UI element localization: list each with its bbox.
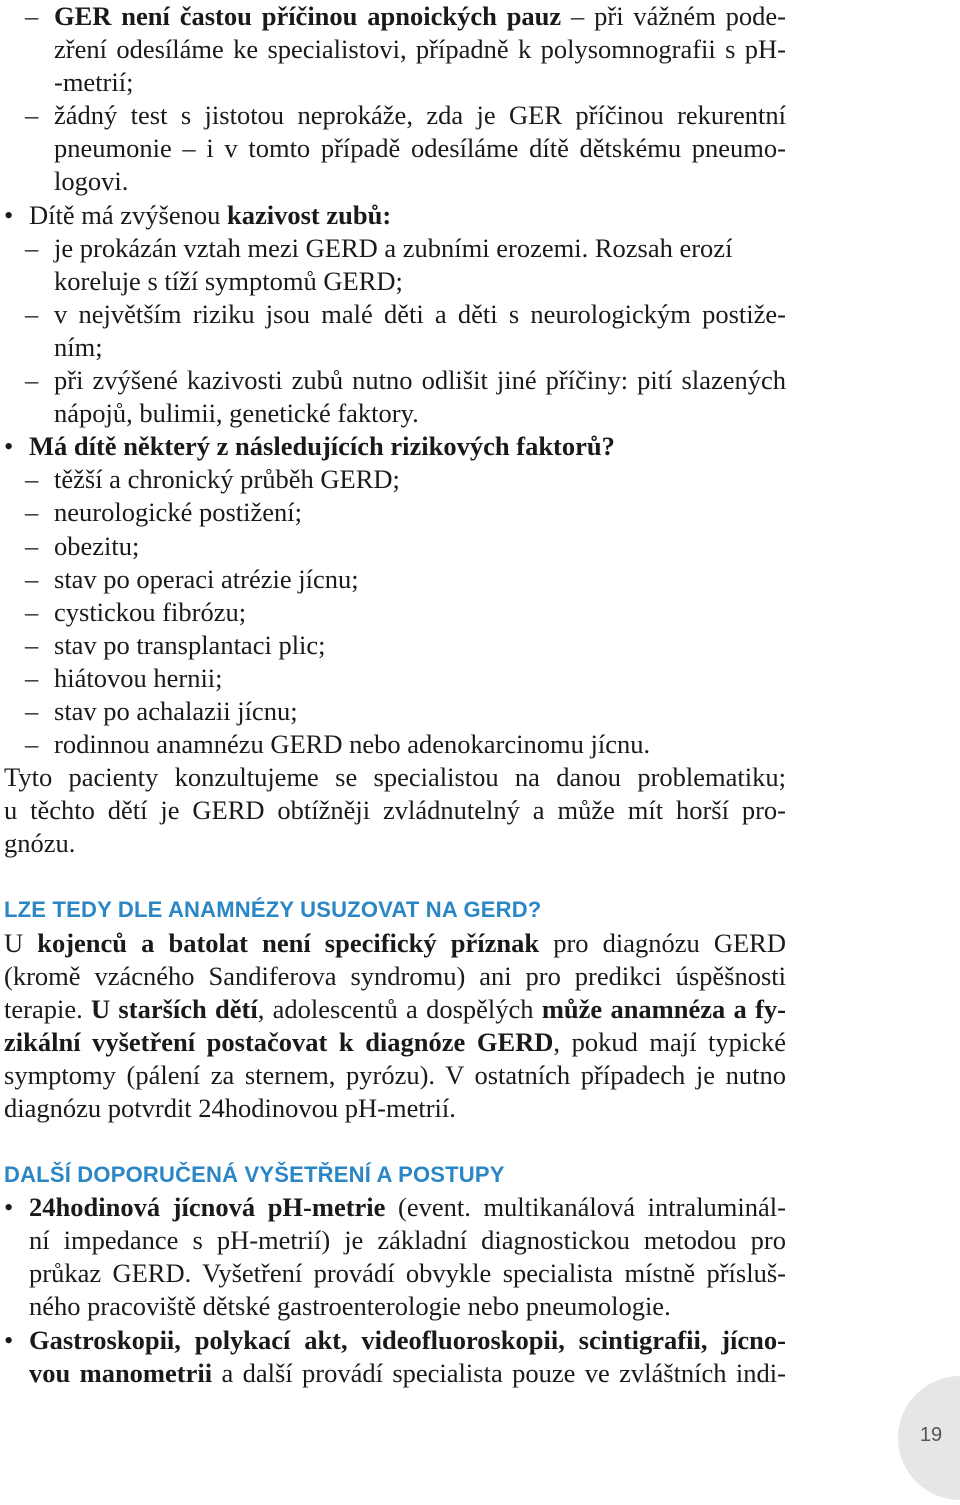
line-text: [54, 66, 786, 99]
dash-marker: –: [25, 563, 39, 594]
line-text: [54, 331, 786, 364]
section-heading: LZE TEDY DLE ANAMNÉZY USUZOVAT NA GERD?: [4, 897, 542, 923]
text-line: [4, 629, 786, 662]
line-text: [54, 0, 786, 33]
text-line: [4, 33, 786, 66]
page-number: 19: [919, 1424, 943, 1446]
text-run: těžší a chronický průběh GERD;: [54, 464, 400, 495]
text-line: [4, 430, 786, 463]
text-line: [4, 927, 786, 960]
text-line: [4, 1357, 786, 1390]
line-text: [54, 397, 786, 430]
document-body: [4, 0, 786, 1390]
text-line: [4, 165, 786, 198]
text-line: [4, 728, 786, 761]
text-run: pneumonie – i v tomto případě odesíláme dítě dětskému pneumo-: [54, 133, 786, 164]
text-run: (event. multikanálová intraluminál-: [385, 1192, 786, 1223]
text-run: koreluje s tíží symptomů GERD;: [54, 265, 403, 296]
dash-marker: –: [25, 497, 39, 528]
text-run: zření odesíláme ke specialistovi, případně k polysomnografii s pH-: [54, 34, 786, 65]
line-text: [54, 132, 786, 165]
text-line: [4, 364, 786, 397]
text-run: , adolescentů a dospělých: [257, 993, 542, 1024]
text-line: [4, 397, 786, 430]
line-text: [54, 563, 786, 596]
line-text: [54, 265, 786, 298]
text-run: nápojů, bulimii, genetické faktory.: [54, 398, 419, 429]
line-text: [54, 596, 786, 629]
text-run: žádný test s jistotou neprokáže, zda je GER příčinou rekurentní: [54, 100, 786, 131]
dash-marker: –: [25, 596, 39, 627]
bullet-marker: •: [4, 431, 14, 462]
dash-marker: –: [25, 530, 39, 561]
text-run: ním;: [54, 331, 103, 362]
text-line: [4, 66, 786, 99]
line-text: [54, 530, 786, 563]
text-line: [4, 99, 786, 132]
text-line: [4, 596, 786, 629]
text-run: stav po operaci atrézie jícnu;: [54, 563, 359, 594]
text-run: a další provádí specialista pouze ve zvláštních indi-: [212, 1357, 786, 1388]
line-text: [29, 1290, 786, 1323]
text-run: ní impedance s pH-metrií) je základní diagnostickou metodou pro: [29, 1225, 786, 1256]
bold-text: kazivost zubů:: [226, 199, 392, 230]
text-line: [4, 761, 786, 794]
text-run: U: [4, 927, 38, 958]
text-line: [4, 232, 786, 265]
dash-marker: –: [25, 695, 39, 726]
line-text: [29, 1357, 786, 1390]
line-text: [54, 695, 786, 728]
text-line: [4, 827, 786, 860]
line-text: [54, 629, 786, 662]
text-run: , pokud mají typické: [553, 1026, 786, 1057]
text-line: [4, 563, 786, 596]
line-text: [4, 960, 786, 993]
text-line: [4, 199, 786, 232]
text-line: [4, 1290, 786, 1323]
text-line: [4, 265, 786, 298]
dash-marker: –: [25, 1, 39, 31]
text-run: – při vážném pode-: [561, 1, 786, 31]
text-run: obezitu;: [54, 530, 140, 561]
text-line: [4, 960, 786, 993]
dash-marker: –: [25, 365, 39, 396]
text-run: je prokázán vztah mezi GERD a zubními erozemi. Rozsah erozí: [54, 232, 733, 263]
text-run: u těchto dětí je GERD obtížněji zvládnutelný a může mít horší pro-: [4, 795, 786, 826]
text-run: Dítě má zvýšenou: [29, 199, 227, 230]
dash-marker: –: [25, 100, 39, 131]
text-run: pro diagnózu GERD: [539, 927, 786, 958]
text-run: Tyto pacienty konzultujeme se specialistou na danou problematiku;: [4, 762, 786, 793]
bullet-marker: •: [4, 1192, 14, 1223]
line-text: [54, 496, 786, 529]
text-run: (kromě vzácného Sandiferova syndromu) ani pro predikci úspěšnosti: [4, 960, 786, 991]
text-run: gnózu.: [4, 828, 76, 859]
text-line: [4, 1026, 786, 1059]
bold-text: vou manometrii: [29, 1357, 213, 1388]
bold-text: zikální vyšetření postačovat k diagnóze GERD: [4, 1026, 554, 1057]
text-run: ného pracoviště dětské gastroenterologie nebo pneumologie.: [29, 1291, 671, 1322]
line-text: [29, 430, 786, 463]
bullet-marker: •: [4, 199, 14, 230]
text-run: logovi.: [54, 166, 129, 197]
text-run: cystickou fibrózu;: [54, 596, 247, 627]
line-text: [4, 1092, 786, 1125]
dash-marker: –: [25, 729, 39, 760]
bold-text: může anamnéza a fy-: [541, 993, 786, 1024]
text-line: [4, 132, 786, 165]
line-text: [54, 662, 786, 695]
line-text: [4, 927, 786, 960]
bullet-marker: •: [4, 1324, 14, 1355]
line-text: [4, 993, 786, 1026]
text-run: hiátovou hernii;: [54, 662, 223, 693]
bold-text: Gastroskopii, polykací akt, videofluoroskopii, scintigrafii, jícno-: [29, 1324, 786, 1355]
bold-text: U starších dětí: [91, 993, 258, 1024]
text-line: [4, 662, 786, 695]
line-text: [4, 761, 786, 794]
line-text: [54, 232, 786, 265]
dash-marker: –: [25, 629, 39, 660]
line-text: [54, 364, 786, 397]
text-line: [4, 695, 786, 728]
line-text: [54, 33, 786, 66]
text-line: [4, 794, 786, 827]
dash-marker: –: [25, 662, 39, 693]
bold-text: Má dítě některý z následujících rizikových faktorů?: [29, 431, 615, 462]
text-run: stav po achalazii jícnu;: [54, 695, 298, 726]
text-run: rodinnou anamnézu GERD nebo adenokarcinomu jícnu.: [54, 729, 651, 760]
line-text: [54, 728, 786, 761]
section-heading: DALŠÍ DOPORUČENÁ VYŠETŘENÍ A POSTUPY: [4, 1162, 505, 1188]
line-text: [54, 298, 786, 331]
text-line: [4, 0, 786, 33]
section-gap: [4, 860, 786, 893]
text-line: [4, 1224, 786, 1257]
dash-marker: –: [25, 298, 39, 329]
text-run: symptomy (pálení za sternem, pyrózu). V ostatních případech je nutno: [4, 1059, 786, 1090]
dash-marker: –: [25, 232, 39, 263]
text-run: diagnózu potvrdit 24hodinovou pH-metrií.: [4, 1093, 456, 1123]
text-line: [4, 1257, 786, 1290]
text-run: neurologické postižení;: [54, 497, 302, 528]
line-text: [4, 1026, 786, 1059]
line-text: [29, 1224, 786, 1257]
bold-text: GER není častou příčinou apnoických pauz: [54, 1, 562, 31]
bold-text: 24hodinová jícnová pH-metrie: [29, 1192, 386, 1223]
text-run: -metrií;: [54, 67, 134, 98]
text-run: stav po transplantaci plic;: [54, 629, 326, 660]
line-text: [4, 794, 786, 827]
dash-marker: –: [25, 464, 39, 495]
line-text: [54, 99, 786, 132]
line-text: [29, 1324, 786, 1357]
text-line: [4, 530, 786, 563]
section-gap: [4, 1125, 786, 1158]
line-text: [4, 1059, 786, 1092]
text-run: při zvýšené kazivosti zubů nutno odlišit jiné příčiny: pití slazených: [54, 365, 786, 396]
text-run: v největším riziku jsou malé děti a děti s neurologickým postiže-: [54, 298, 786, 329]
line-text: [29, 1257, 786, 1290]
text-line: [4, 1059, 786, 1092]
line-text: [29, 199, 786, 232]
text-line: [4, 1324, 786, 1357]
bold-text: kojenců a batolat není specifický příznak: [37, 927, 540, 958]
line-text: [4, 827, 786, 860]
text-line: [4, 1092, 786, 1125]
text-line: [4, 463, 786, 496]
text-line: [4, 1191, 786, 1224]
line-text: [29, 1191, 786, 1224]
text-line: [4, 331, 786, 364]
text-line: [4, 496, 786, 529]
text-run: terapie.: [4, 993, 91, 1024]
text-line: [4, 993, 786, 1026]
line-text: [54, 165, 786, 198]
text-line: [4, 298, 786, 331]
text-run: průkaz GERD. Vyšetření provádí obvykle specialista místně přísluš-: [29, 1258, 786, 1289]
line-text: [54, 463, 786, 496]
